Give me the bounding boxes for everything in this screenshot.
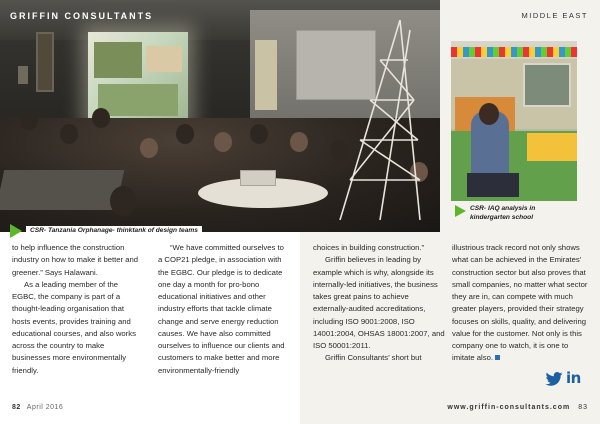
linkedin-icon[interactable]: in [566, 369, 581, 387]
article-column-1: to help influence the construction industry on how to make it better and greener.” Says Halawani. As a leading member of the EGBC, the company is part of a thought-leading organisation that hosts events, provides training and educational courses, and also works across the country to make businesses more environmentally friendly. [12, 243, 139, 375]
caption-left: CSR- Tanzania Orphanage- thinktank of design teams [26, 226, 202, 235]
printer [240, 170, 276, 186]
website-url[interactable]: www.griffin-consultants.com [447, 404, 571, 411]
brand-name: GRIFFIN CONSULTANTS [10, 11, 154, 21]
issue-date: April 2016 [26, 404, 64, 411]
page-number-left: 82 [12, 404, 21, 411]
caption-right: CSR- IAQ analysis in kindergarten school [470, 205, 536, 221]
caption-marker-icon [10, 224, 22, 238]
footer-left [12, 404, 63, 411]
photo-tanzania-orphanage-presentation [0, 0, 440, 232]
twitter-bird-icon[interactable] [544, 372, 564, 386]
footer-right [447, 404, 588, 411]
photo-kindergarten-iaq-analysis [451, 41, 577, 201]
end-of-article-icon [495, 355, 500, 360]
article-column-3: choices in building construction.” Griffin believes in leading by example which is why, alongside its internally-led initiatives, the business takes great pains to achieve externally-audited accreditations, including ISO 9001:2008, ISO 14001:2004, OHSAS 18001:2007, and ISO 50001:2011. Griffin Consultants’ short but [313, 243, 445, 363]
social-links [544, 369, 592, 387]
caption-marker-icon [455, 205, 466, 217]
bamboo-truss-structure [330, 20, 440, 220]
article-column-4: illustrious track record not only shows what can be achieved in the Emirates’ construction sector but also proves that small companies, no matter what sector they are in, can compete with much greater players, provided their strategy focuses on skills, quality, and delivering value for the customer. Not only is this company one to watch, it is one to imitate also. [452, 243, 588, 363]
page-number-right: 83 [578, 404, 588, 411]
section-region: MIDDLE EAST [521, 11, 588, 20]
article-column-2: “We have committed ourselves to a COP21 pledge, in association with the EGBC. Our pledge is to dedicate one day a month for pro-bono educational initiatives and other industry efforts that tackle climate change and serve energy reduction causes. We have also committed ourselves to influence our clients and customers to make better and more environmentally-friendly [158, 243, 285, 375]
